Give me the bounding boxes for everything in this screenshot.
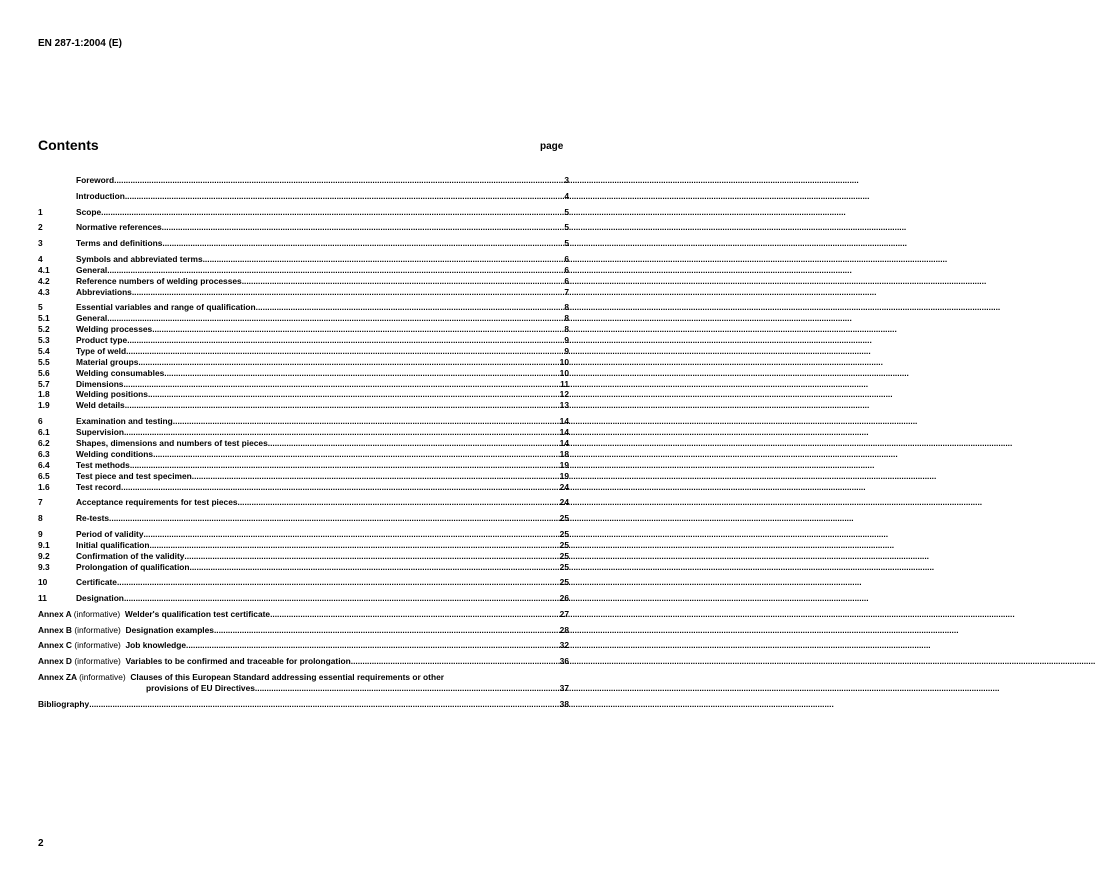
- annex-informative-note: (informative): [74, 624, 121, 635]
- toc-entry[interactable]: [38, 276, 569, 287]
- toc-entry[interactable]: [38, 302, 569, 313]
- toc-annex-entry[interactable]: [38, 625, 569, 636]
- toc-entry[interactable]: [38, 577, 569, 588]
- dot-leader: [184, 551, 559, 562]
- toc-entry-title: Reference numbers of welding processes: [76, 275, 242, 286]
- dot-leader: [162, 222, 565, 233]
- document-code: EN 287-1:2004 (E): [38, 38, 122, 49]
- toc-entry-number: 11: [38, 593, 47, 604]
- toc-entry-title: Re-tests: [76, 513, 110, 524]
- toc-entry-number: 4: [38, 253, 43, 264]
- toc-entry-title: Welding positions: [76, 389, 148, 400]
- toc-entry-title: Product type: [76, 335, 128, 346]
- toc-entry-page: 25: [559, 561, 569, 572]
- dot-leader: [256, 302, 565, 313]
- toc-entry-number: 4.3: [38, 286, 50, 297]
- dot-leader: [190, 562, 560, 573]
- toc-entry-title: Type of weld: [76, 345, 127, 356]
- annex-prefix: [38, 672, 130, 683]
- toc-entry-title: Acceptance requirements for test pieces: [76, 497, 238, 508]
- toc-entry-page: 8: [564, 302, 569, 313]
- toc-entry-page: 26: [559, 593, 569, 604]
- toc-entry-page: 14: [559, 437, 569, 448]
- annex-label: Annex C: [38, 640, 72, 651]
- toc-entry-title: Initial qualification: [76, 539, 150, 550]
- toc-entry[interactable]: [38, 438, 569, 449]
- toc-entry-title: Welding processes: [76, 324, 153, 335]
- toc-entry-page: 14: [559, 427, 569, 438]
- toc-entry-number: 5.5: [38, 356, 50, 367]
- dot-leader: [268, 438, 560, 449]
- toc-entry-title: Designation: [76, 593, 124, 604]
- toc-entry-page: 10: [559, 367, 569, 378]
- toc-entry-title: Terms and definitions: [76, 238, 163, 249]
- toc-entry-page: 5: [564, 206, 569, 217]
- toc-entry-title: General: [76, 264, 108, 275]
- toc-entry-page: 7: [564, 286, 569, 297]
- toc-entry-page: 24: [559, 497, 569, 508]
- annex-za-line-2: [38, 683, 569, 694]
- toc-entry-page: 14: [559, 416, 569, 427]
- toc-entry[interactable]: [38, 346, 569, 357]
- annex-informative-note: (informative): [79, 671, 126, 682]
- toc-entry[interactable]: [38, 513, 569, 524]
- toc-entry-page: 25: [559, 539, 569, 550]
- toc-entry-number: 9.1: [38, 539, 50, 550]
- dot-leader: [121, 482, 560, 493]
- dot-leader: [127, 335, 564, 346]
- toc-entry-page: 9: [564, 345, 569, 356]
- toc-entry-number: 10: [38, 577, 48, 588]
- toc-entry-page: 12: [559, 389, 569, 400]
- toc-entry-title: Abbreviations: [76, 286, 132, 297]
- table-of-contents: [38, 175, 569, 710]
- dot-leader: [238, 497, 560, 508]
- toc-entry-title: Certificate: [76, 577, 117, 588]
- toc-entry-number: 9.2: [38, 550, 50, 561]
- toc-entry[interactable]: [38, 368, 569, 379]
- dot-leader: [138, 357, 559, 368]
- annex-za-line-1: [38, 672, 569, 683]
- toc-entry[interactable]: [38, 471, 569, 482]
- dot-leader: [109, 513, 560, 524]
- dot-leader: [143, 529, 559, 540]
- toc-entry[interactable]: [38, 379, 569, 390]
- toc-entry[interactable]: [38, 400, 569, 411]
- toc-entry-number: 6.2: [38, 437, 50, 448]
- dot-leader: [126, 346, 564, 357]
- toc-entry-page: 4: [564, 190, 569, 201]
- toc-entry-number: 1.6: [38, 481, 50, 492]
- annex-title: Variables to be confirmed and traceable for prolongation: [125, 656, 351, 667]
- toc-entry-title: Period of validity: [76, 528, 144, 539]
- toc-entry-page: 18: [559, 448, 569, 459]
- toc-entry[interactable]: [38, 449, 569, 460]
- toc-entry-title: Scope: [76, 206, 102, 217]
- annex-informative-note: (informative): [74, 656, 121, 667]
- annex-page: 28: [559, 624, 569, 635]
- toc-entry-number: 1.8: [38, 389, 50, 400]
- toc-entry-page: 6: [564, 253, 569, 264]
- toc-entry-page: 13: [559, 400, 569, 411]
- toc-entry-number: 5.7: [38, 378, 50, 389]
- toc-entry-number: 5.6: [38, 367, 50, 378]
- toc-entry[interactable]: [38, 313, 569, 324]
- toc-entry-title: Welding consumables: [76, 367, 165, 378]
- dot-leader: [164, 368, 559, 379]
- annex-label: Annex B: [38, 624, 72, 635]
- toc-entry-title: Weld details: [76, 400, 125, 411]
- toc-annex-entry[interactable]: [38, 656, 569, 667]
- toc-entry[interactable]: [38, 416, 569, 427]
- toc-entry[interactable]: [38, 265, 569, 276]
- toc-annex-entry[interactable]: [38, 609, 569, 620]
- bibliography-title: Bibliography: [38, 698, 90, 709]
- toc-entry-page: 25: [559, 550, 569, 561]
- toc-entry-page: 25: [559, 577, 569, 588]
- toc-entry-page: 11: [560, 378, 569, 389]
- dot-leader: [124, 593, 560, 604]
- toc-entry-page: 6: [564, 275, 569, 286]
- toc-entry[interactable]: [38, 287, 569, 298]
- toc-entry[interactable]: [38, 191, 569, 202]
- toc-entry-title: Examination and testing: [76, 416, 173, 427]
- dot-leader: [123, 379, 560, 390]
- toc-entry[interactable]: [38, 357, 569, 368]
- dot-leader: [125, 400, 560, 411]
- toc-entry[interactable]: [38, 497, 569, 508]
- toc-entry[interactable]: [38, 238, 569, 249]
- dot-leader: [132, 287, 564, 298]
- toc-entry-number: 5.4: [38, 345, 50, 356]
- toc-entry[interactable]: [38, 529, 569, 540]
- toc-entry-number: 7: [38, 497, 43, 508]
- toc-entry-title: Material groups: [76, 356, 139, 367]
- annex-label: Annex A: [38, 608, 72, 619]
- annex-page: 37: [559, 682, 569, 693]
- toc-entry[interactable]: [38, 335, 569, 346]
- toc-entry-page: 3: [564, 175, 569, 185]
- dot-leader: [152, 324, 564, 335]
- toc-entry-number: 4.1: [38, 264, 50, 275]
- toc-entry-page: 8: [564, 324, 569, 335]
- toc-entry-number: 8: [38, 513, 43, 524]
- toc-entry[interactable]: [38, 551, 569, 562]
- toc-entry[interactable]: [38, 593, 569, 604]
- toc-entry[interactable]: [38, 324, 569, 335]
- toc-entry-number: 6.3: [38, 448, 50, 459]
- page-number: 2: [38, 838, 44, 849]
- toc-entry-number: 5: [38, 302, 43, 313]
- dot-leader: [148, 389, 560, 400]
- toc-entry[interactable]: [38, 482, 569, 493]
- toc-entry-title: Introduction: [76, 190, 125, 201]
- toc-entry[interactable]: [38, 254, 569, 265]
- dot-leader: [153, 449, 560, 460]
- toc-entry-page: 25: [559, 513, 569, 524]
- dot-leader: [125, 191, 564, 202]
- bibliography-page: 38: [559, 698, 569, 709]
- toc-entry-page: 9: [564, 335, 569, 346]
- toc-entry-number: 5.3: [38, 335, 50, 346]
- toc-entry-title: Normative references: [76, 222, 162, 233]
- toc-entry-number: 5.2: [38, 324, 50, 335]
- dot-leader: [150, 540, 560, 551]
- toc-entry-title: Foreword: [76, 175, 115, 185]
- toc-entry-title: Test record: [76, 481, 121, 492]
- toc-entry[interactable]: [38, 175, 569, 186]
- toc-annex-entry[interactable]: [38, 640, 569, 651]
- toc-entry-number: 6: [38, 416, 43, 427]
- toc-entry-title: Essential variables and range of qualification: [76, 302, 256, 313]
- toc-entry-title: Test piece and test specimen: [76, 470, 192, 481]
- annex-title: Job knowledge: [125, 640, 187, 651]
- toc-entry-title: Shapes, dimensions and numbers of test pieces: [76, 437, 268, 448]
- dot-leader: [351, 656, 560, 667]
- dot-leader: [162, 238, 564, 249]
- annex-prefix: [38, 625, 126, 636]
- annex-label: Annex D: [38, 656, 72, 667]
- dot-leader: [214, 625, 560, 636]
- toc-entry[interactable]: [38, 222, 569, 233]
- annex-informative-note: (informative): [73, 608, 121, 619]
- toc-entry-number: 9.3: [38, 561, 50, 572]
- dot-leader: [270, 609, 560, 620]
- toc-entry-page: 5: [564, 222, 569, 233]
- toc-entry-number: 5.1: [38, 313, 50, 324]
- toc-entry-page: 25: [559, 528, 569, 539]
- toc-entry[interactable]: [38, 460, 569, 471]
- toc-entry-page: 24: [559, 481, 569, 492]
- toc-entry-number: 1: [38, 206, 43, 217]
- toc-entry-title: Test methods: [76, 459, 130, 470]
- toc-title: Contents: [38, 137, 99, 153]
- annex-prefix: [38, 656, 126, 667]
- page-column-label: page: [540, 141, 564, 152]
- annex-title: Designation examples: [125, 624, 214, 635]
- dot-leader: [192, 471, 560, 482]
- toc-entry-number: 1.9: [38, 400, 50, 411]
- dot-leader: [101, 207, 564, 218]
- dot-leader: [124, 427, 560, 438]
- toc-entry-number: 9: [38, 528, 43, 539]
- toc-annex-za-entry[interactable]: [38, 672, 569, 694]
- dot-leader: [107, 313, 564, 324]
- annex-page: 27: [559, 608, 569, 619]
- toc-entry-page: 19: [559, 470, 569, 481]
- dot-leader: [186, 640, 560, 651]
- toc-entry-title: Confirmation of the validity: [76, 550, 185, 561]
- annex-informative-note: (informative): [74, 640, 121, 651]
- toc-entry[interactable]: [38, 562, 569, 573]
- dot-leader: [107, 265, 564, 276]
- dot-leader: [255, 683, 560, 694]
- toc-entry-title: Dimensions: [76, 378, 124, 389]
- toc-entry-page: 19: [559, 459, 569, 470]
- toc-entry[interactable]: [38, 207, 569, 218]
- annex-prefix: [38, 609, 125, 620]
- toc-entry-number: 3: [38, 238, 43, 249]
- dot-leader: [173, 416, 560, 427]
- toc-entry[interactable]: [38, 540, 569, 551]
- annex-prefix: [38, 640, 126, 651]
- dot-leader: [130, 460, 560, 471]
- toc-entry-title: Symbols and abbreviated terms: [76, 253, 203, 264]
- toc-entry-title: Welding conditions: [76, 448, 154, 459]
- annex-page: 36: [559, 656, 569, 667]
- toc-entry-page: 6: [564, 264, 569, 275]
- toc-entry-number: 2: [38, 222, 43, 233]
- toc-entry-title: Prolongation of qualification: [76, 561, 190, 572]
- annex-title-line-1: Clauses of this European Standard addressing essential requirements or other: [130, 671, 444, 682]
- annex-title-line-2: provisions of EU Directives: [146, 682, 255, 693]
- annex-title: Welder's qualification test certificate: [124, 608, 271, 619]
- dot-leader: [114, 175, 564, 186]
- toc-bibliography-entry[interactable]: [38, 699, 569, 710]
- dot-leader: [203, 254, 565, 265]
- toc-entry-number: 6.1: [38, 427, 50, 438]
- toc-entry-number: 4.2: [38, 275, 50, 286]
- dot-leader: [117, 577, 560, 588]
- dot-leader: [89, 699, 559, 710]
- toc-entry-title: Supervision: [76, 427, 124, 438]
- toc-entry-page: 5: [564, 238, 569, 249]
- dot-leader: [242, 276, 565, 287]
- toc-entry-title: General: [76, 313, 108, 324]
- toc-entry-number: 6.5: [38, 470, 50, 481]
- toc-entry[interactable]: [38, 427, 569, 438]
- toc-entry-number: 6.4: [38, 459, 50, 470]
- toc-entry-page: 8: [564, 313, 569, 324]
- toc-entry-page: 10: [559, 356, 569, 367]
- toc-entry[interactable]: [38, 389, 569, 400]
- annex-label: Annex ZA: [38, 671, 77, 682]
- annex-page: 32: [559, 640, 569, 651]
